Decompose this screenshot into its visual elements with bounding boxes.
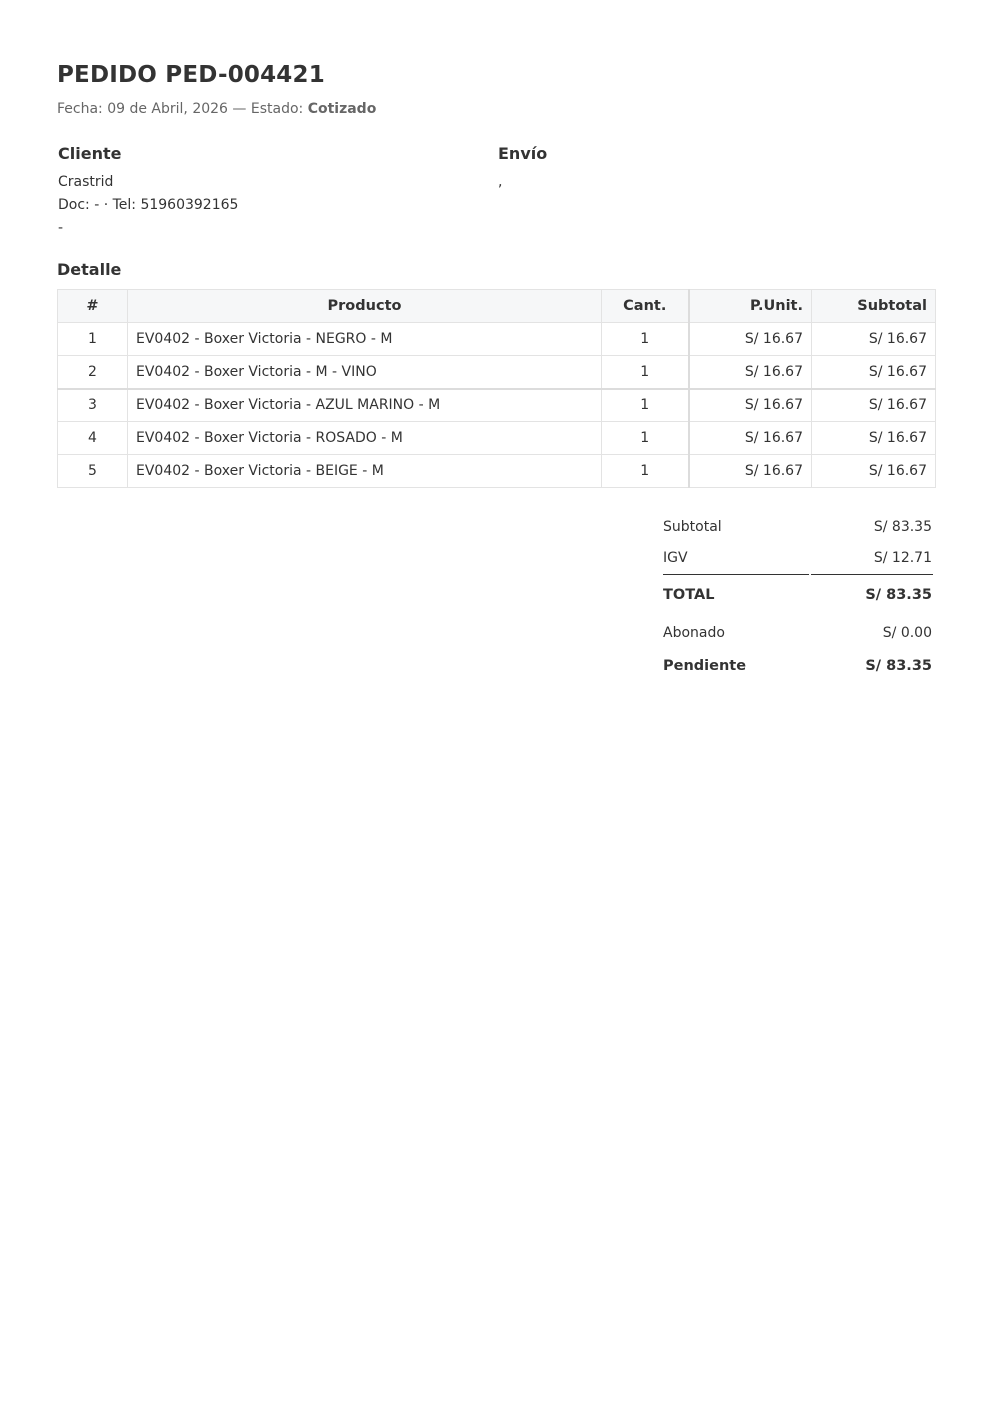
paid-row [662, 625, 934, 647]
total-value: S/ 83.35 [865, 587, 932, 603]
subtotal-label: Subtotal [663, 519, 722, 535]
row-subtotal: S/ 16.67 [812, 389, 936, 422]
column-header-subtotal: Subtotal [812, 290, 936, 323]
subtotal-value: S/ 83.35 [873, 519, 932, 535]
row-unit-price: S/ 16.67 [689, 389, 812, 422]
igv-value: S/ 12.71 [873, 550, 932, 566]
row-quantity: 1 [602, 422, 689, 455]
row-unit-price: S/ 16.67 [689, 422, 812, 455]
total-row [662, 587, 934, 609]
client-doc-phone: Doc: - · Tel: 51960392165 [58, 197, 239, 213]
client-name: Crastrid [58, 174, 114, 190]
row-subtotal: S/ 16.67 [812, 455, 936, 488]
row-quantity: 1 [602, 323, 689, 356]
row-number: 5 [58, 455, 128, 488]
row-unit-price: S/ 16.67 [689, 455, 812, 488]
row-product: EV0402 - Boxer Victoria - AZUL MARINO - M [128, 389, 602, 422]
pending-value: S/ 83.35 [865, 658, 932, 674]
row-unit-price: S/ 16.67 [689, 323, 812, 356]
client-extra: - [58, 220, 64, 236]
total-divider-left [663, 574, 809, 575]
subtotal-row [662, 519, 934, 541]
client-heading: Cliente [58, 144, 122, 163]
column-header-unit-price: P.Unit. [689, 290, 812, 323]
row-product: EV0402 - Boxer Victoria - ROSADO - M [128, 422, 602, 455]
row-number: 2 [58, 356, 128, 389]
order-meta [57, 101, 376, 117]
status-badge: Cotizado [307, 101, 377, 117]
shipping-address: , [498, 174, 503, 190]
table-row [58, 422, 936, 455]
row-unit-price: S/ 16.67 [689, 356, 812, 389]
table-row [58, 389, 936, 422]
row-subtotal: S/ 16.67 [812, 356, 936, 389]
detail-heading: Detalle [57, 260, 122, 279]
row-subtotal: S/ 16.67 [812, 323, 936, 356]
row-quantity: 1 [602, 389, 689, 422]
paid-value: S/ 0.00 [882, 625, 932, 641]
igv-label: IGV [663, 550, 688, 566]
items-table [57, 289, 936, 488]
row-product: EV0402 - Boxer Victoria - NEGRO - M [128, 323, 602, 356]
column-header-product: Producto [128, 290, 602, 323]
total-divider-right [811, 574, 933, 575]
row-quantity: 1 [602, 356, 689, 389]
pending-row [662, 658, 934, 680]
row-product: EV0402 - Boxer Victoria - M - VINO [128, 356, 602, 389]
row-number: 1 [58, 323, 128, 356]
total-label: TOTAL [663, 587, 715, 603]
igv-row [662, 550, 934, 572]
column-header-number: # [58, 290, 128, 323]
table-header-row [58, 290, 936, 323]
row-number: 3 [58, 389, 128, 422]
row-product: EV0402 - Boxer Victoria - BEIGE - M [128, 455, 602, 488]
column-header-quantity: Cant. [602, 290, 689, 323]
row-number: 4 [58, 422, 128, 455]
table-row [58, 455, 936, 488]
pending-label: Pendiente [663, 658, 747, 674]
shipping-heading: Envío [498, 144, 548, 163]
table-row [58, 356, 936, 389]
row-subtotal: S/ 16.67 [812, 422, 936, 455]
table-row [58, 323, 936, 356]
order-date: Fecha: 09 de Abril, 2026 — Estado: [57, 101, 308, 117]
row-quantity: 1 [602, 455, 689, 488]
page-title: PEDIDO PED-004421 [57, 62, 325, 88]
paid-label: Abonado [663, 625, 725, 641]
